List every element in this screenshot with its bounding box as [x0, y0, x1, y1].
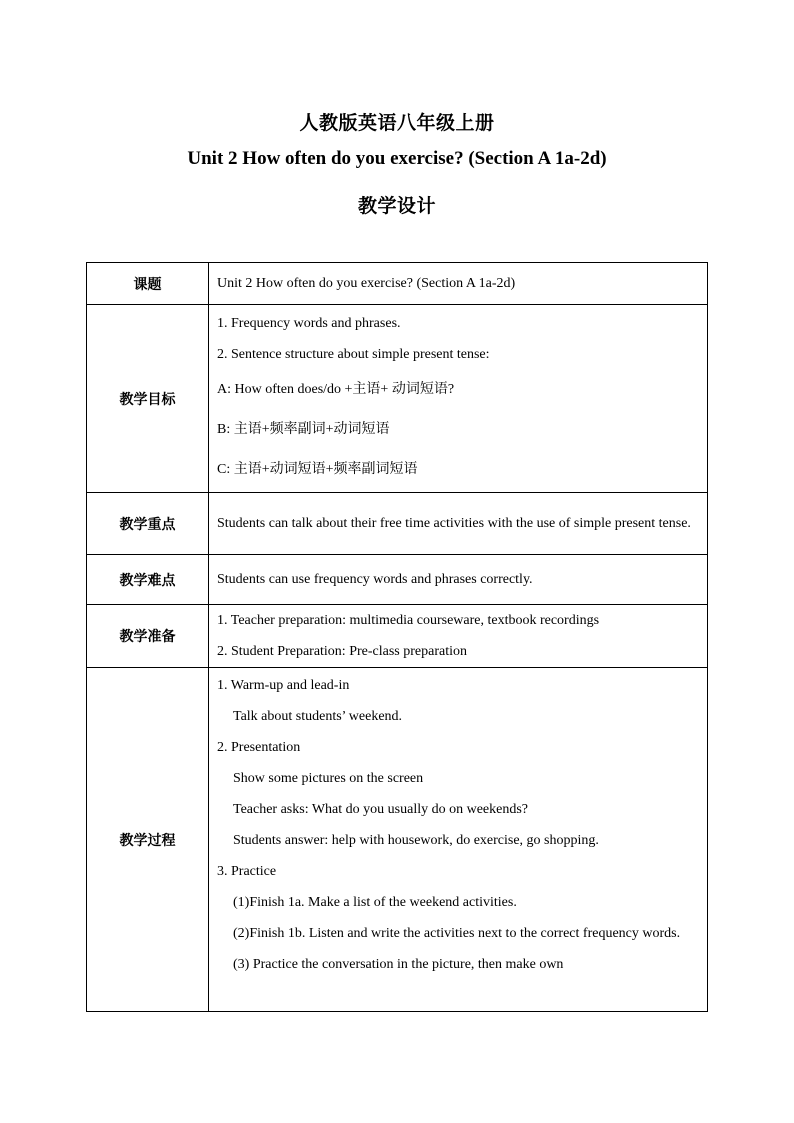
doc-title: 人教版英语八年级上册	[299, 112, 495, 134]
label-objectives: 教学目标	[87, 305, 209, 493]
row-key-points	[87, 493, 708, 555]
content-difficulties	[209, 555, 708, 605]
label-difficulties: 教学难点	[87, 555, 209, 605]
procedure-line: 2. Presentation	[217, 740, 301, 755]
procedure-line: (3) Practice the conversation in the picture, then make own	[233, 957, 564, 972]
objective-line: C: 主语+动词短语+频率副词短语	[217, 461, 418, 477]
row-objectives	[87, 305, 708, 493]
objective-line: B: 主语+频率副词+动词短语	[217, 421, 390, 437]
procedure-line: Show some pictures on the screen	[233, 771, 424, 786]
objective-line: A: How often does/do +主语+ 动词短语?	[217, 381, 455, 397]
label-key-points: 教学重点	[87, 493, 209, 555]
row-topic	[87, 263, 708, 305]
content-preparation	[209, 605, 708, 668]
label-procedure: 教学过程	[87, 668, 209, 1012]
row-procedure	[87, 668, 708, 1012]
label-topic: 课题	[87, 263, 209, 305]
topic-text: Unit 2 How often do you exercise? (Section A 1a-2d)	[217, 276, 516, 291]
procedure-line: (2)Finish 1b. Listen and write the activities next to the correct frequency words.	[233, 926, 681, 941]
content-topic	[209, 263, 708, 305]
content-objectives	[209, 305, 708, 493]
procedure-line: 3. Practice	[217, 864, 277, 879]
procedure-line: Talk about students’ weekend.	[233, 709, 403, 724]
preparation-line: 2. Student Preparation: Pre-class preparation	[217, 644, 467, 659]
doc-type-heading: 教学设计	[357, 195, 436, 217]
difficulties-text: Students can use frequency words and phrases correctly.	[217, 572, 533, 587]
key-points-text: Students can talk about their free time activities with the use of simple present tense.	[217, 516, 691, 531]
objective-line: 2. Sentence structure about simple present tense:	[217, 346, 490, 362]
lesson-plan-table	[86, 262, 708, 1012]
procedure-line: (1)Finish 1a. Make a list of the weekend activities.	[233, 895, 517, 910]
content-procedure	[209, 668, 708, 1012]
content-key-points	[209, 493, 708, 555]
procedure-line: Students answer: help with housework, do exercise, go shopping.	[233, 833, 599, 848]
row-difficulties	[87, 555, 708, 605]
preparation-line: 1. Teacher preparation: multimedia courseware, textbook recordings	[217, 613, 600, 628]
row-preparation	[87, 605, 708, 668]
procedure-line: 1. Warm-up and lead-in	[217, 678, 350, 693]
procedure-line: Teacher asks: What do you usually do on weekends?	[233, 802, 529, 817]
objective-line: 1. Frequency words and phrases.	[217, 315, 401, 331]
doc-subtitle: Unit 2 How often do you exercise? (Section A 1a-2d)	[187, 148, 607, 169]
label-preparation: 教学准备	[87, 605, 209, 668]
